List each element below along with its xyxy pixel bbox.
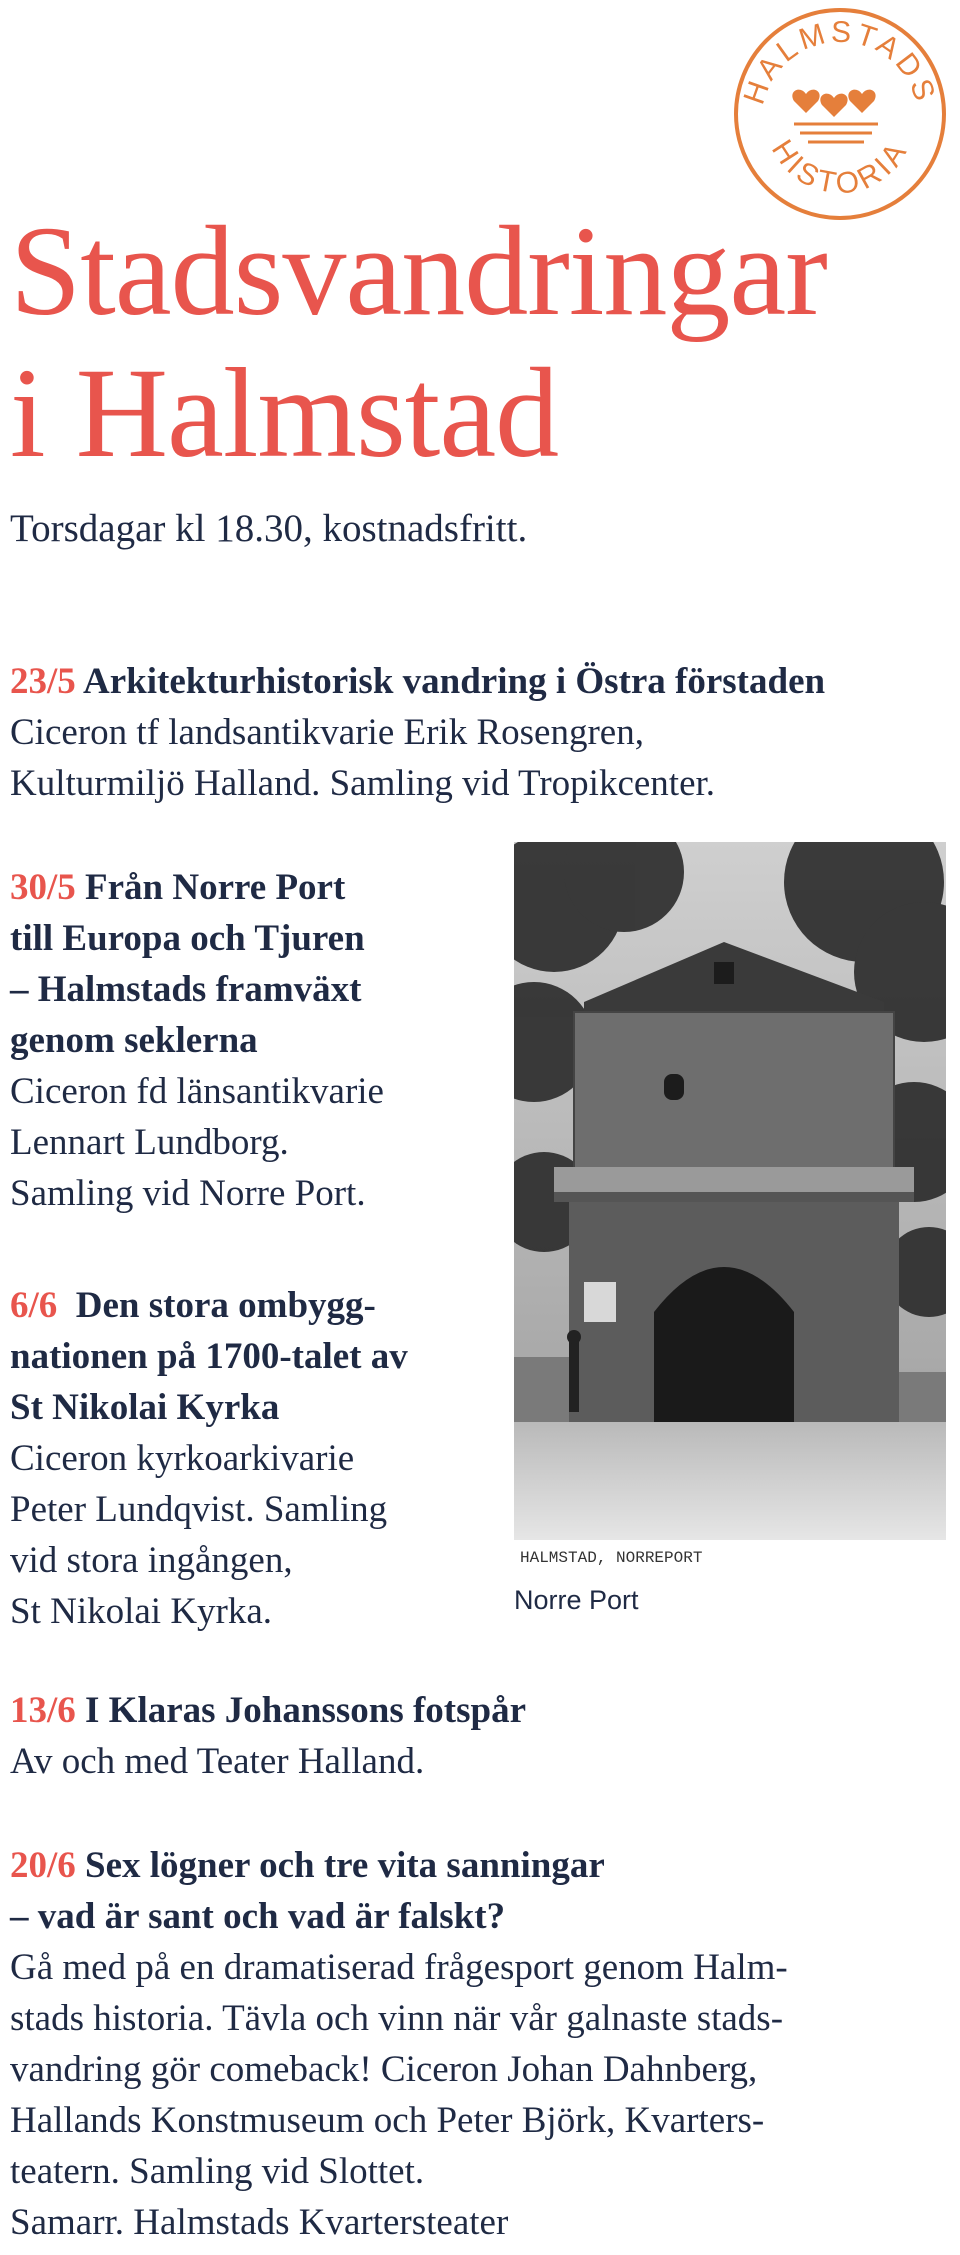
event-body-line: Lennart Lundborg.: [10, 1122, 289, 1163]
event-body-line: Hallands Konstmuseum och Peter Björk, Kvarters-: [10, 2100, 765, 2141]
svg-text:HISTORIA: [765, 134, 915, 201]
event-body-line: teatern. Samling vid Slottet.: [10, 2151, 425, 2192]
halmstads-historia-logo: [728, 2, 952, 226]
event-heading-line: – Halmstads framväxt: [10, 969, 362, 1010]
event-20-6: [10, 1840, 950, 2248]
event-heading-line: genom seklerna: [10, 1020, 258, 1061]
title-line-1: Stadsvandringar: [10, 200, 827, 342]
event-heading: [10, 862, 500, 913]
event-body-line: Samarr. Halmstads Kvartersteater: [10, 2202, 509, 2243]
title-line-2: i Halmstad: [10, 342, 559, 484]
event-date: 30/5: [10, 867, 76, 908]
event-date: 6/6: [10, 1285, 58, 1326]
event-body-line: Ciceron kyrkoarkivarie: [10, 1438, 355, 1479]
event-body-line: Samling vid Norre Port.: [10, 1173, 366, 1214]
logo-lines: [794, 124, 878, 142]
event-heading-line: till Europa och Tjuren: [10, 918, 365, 959]
event-body-line: Gå med på en dramatiserad frågesport genom Halm-: [10, 1947, 788, 1988]
event-body-line: Ciceron fd länsantikvarie: [10, 1071, 384, 1112]
event-date: 20/6: [10, 1845, 76, 1886]
event-6-6: [10, 1280, 500, 1637]
page-title: [10, 200, 827, 484]
event-body-line: Ciceron tf landsantikvarie Erik Rosengren,: [10, 712, 644, 753]
event-body-line: St Nikolai Kyrka.: [10, 1591, 273, 1632]
photo-caption: Norre Port: [514, 1585, 639, 1615]
event-heading-line: Den stora ombygg-: [75, 1285, 376, 1326]
event-heading-line: nationen på 1700-talet av: [10, 1336, 408, 1377]
event-heading-line: I Klaras Johanssons fotspår: [85, 1690, 527, 1731]
event-heading: [10, 1280, 500, 1331]
event-heading: [10, 656, 950, 707]
event-date: 23/5: [10, 661, 76, 702]
event-heading: [10, 1685, 950, 1736]
event-13-6: [10, 1685, 950, 1787]
three-hearts-icon: [792, 90, 875, 117]
event-body-line: vandring gör comeback! Ciceron Johan Dahnberg,: [10, 2049, 758, 2090]
event-body-line: Peter Lundqvist. Samling: [10, 1489, 388, 1530]
event-23-5: [10, 656, 950, 809]
event-heading-line: Arkitekturhistorisk vandring i Östra förstaden: [83, 661, 826, 702]
photo-inscription: HALMSTAD, NORREPORT: [520, 1549, 703, 1567]
event-heading-line: St Nikolai Kyrka: [10, 1387, 280, 1428]
event-30-5: [10, 862, 500, 1219]
event-heading: [10, 1840, 950, 1891]
event-date: 13/6: [10, 1690, 76, 1731]
event-body-line: Kulturmiljö Halland. Samling vid Tropikcenter.: [10, 763, 716, 804]
logo-bottom-text: HISTORIA: [764, 134, 915, 202]
event-body-line: Av och med Teater Halland.: [10, 1741, 425, 1782]
event-heading-line: Från Norre Port: [85, 867, 346, 908]
logo-top-text: HALMSTADS: [737, 15, 943, 109]
event-body-line: stads historia. Tävla och vinn när vår galnaste stads-: [10, 1998, 784, 2039]
logo-seal: [728, 2, 952, 226]
event-body-line: vid stora ingången,: [10, 1540, 293, 1581]
norre-port-photo: [514, 842, 946, 1570]
event-heading-line: – vad är sant och vad är falskt?: [10, 1896, 506, 1937]
event-heading-line: Sex lögner och tre vita sanningar: [85, 1845, 605, 1886]
page-subtitle: Torsdagar kl 18.30, kostnadsfritt.: [10, 507, 528, 550]
norre-port-image: [514, 842, 946, 1570]
